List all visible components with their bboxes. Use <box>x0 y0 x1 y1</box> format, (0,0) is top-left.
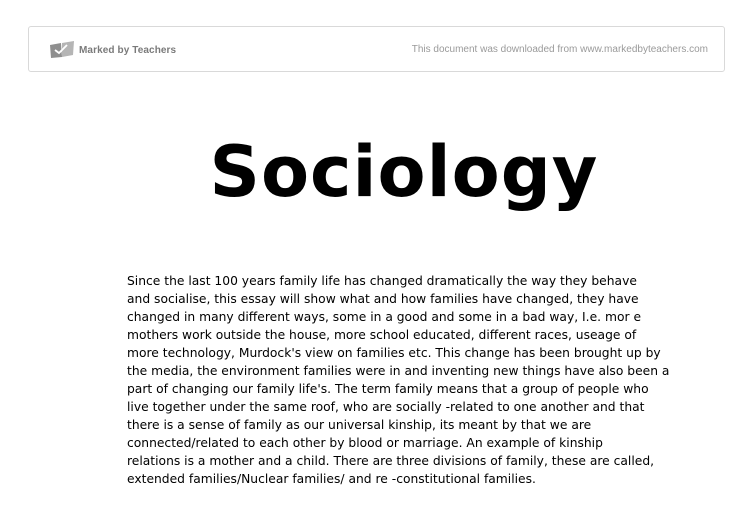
paragraph-line: changed in many different ways, some in a good and some in a bad way, I.e. mor e <box>127 310 642 324</box>
brand-name: Marked by Teachers <box>79 44 177 56</box>
document-title: Sociology <box>209 131 599 213</box>
download-notice: This document was downloaded from www.markedbyteachers.com <box>411 44 708 55</box>
paragraph-line: extended families/Nuclear families/ and re -constitutional families. <box>127 472 536 486</box>
paragraph-line: more technology, Murdock's view on families etc. This change has been brought up by <box>127 346 661 360</box>
paragraph-line: connected/related to each other by blood or marriage. An example of kinship <box>127 436 603 450</box>
paragraph-line: part of changing our family life's. The term family means that a group of people who <box>127 382 649 396</box>
paragraph-line: the media, the environment families were in and inventing new things have also been a <box>127 364 670 378</box>
paragraph-line: relations is a mother and a child. There are three divisions of family, these are called, <box>127 454 655 468</box>
essay-paragraph <box>127 272 670 488</box>
paragraph-line: live together under the same roof, who are socially -related to one another and that <box>127 400 645 414</box>
brand-logo[interactable] <box>49 41 176 59</box>
paragraph-line: Since the last 100 years family life has changed dramatically the way they behave <box>127 274 637 288</box>
book-icon <box>49 41 75 59</box>
paragraph-line: mothers work outside the house, more school educated, different races, useage of <box>127 328 637 342</box>
paragraph-line: there is a sense of family as our universal kinship, its meant by that we are <box>127 418 592 432</box>
download-banner <box>28 26 725 72</box>
paragraph-line: and socialise, this essay will show what and how families have changed, they have <box>127 292 639 306</box>
